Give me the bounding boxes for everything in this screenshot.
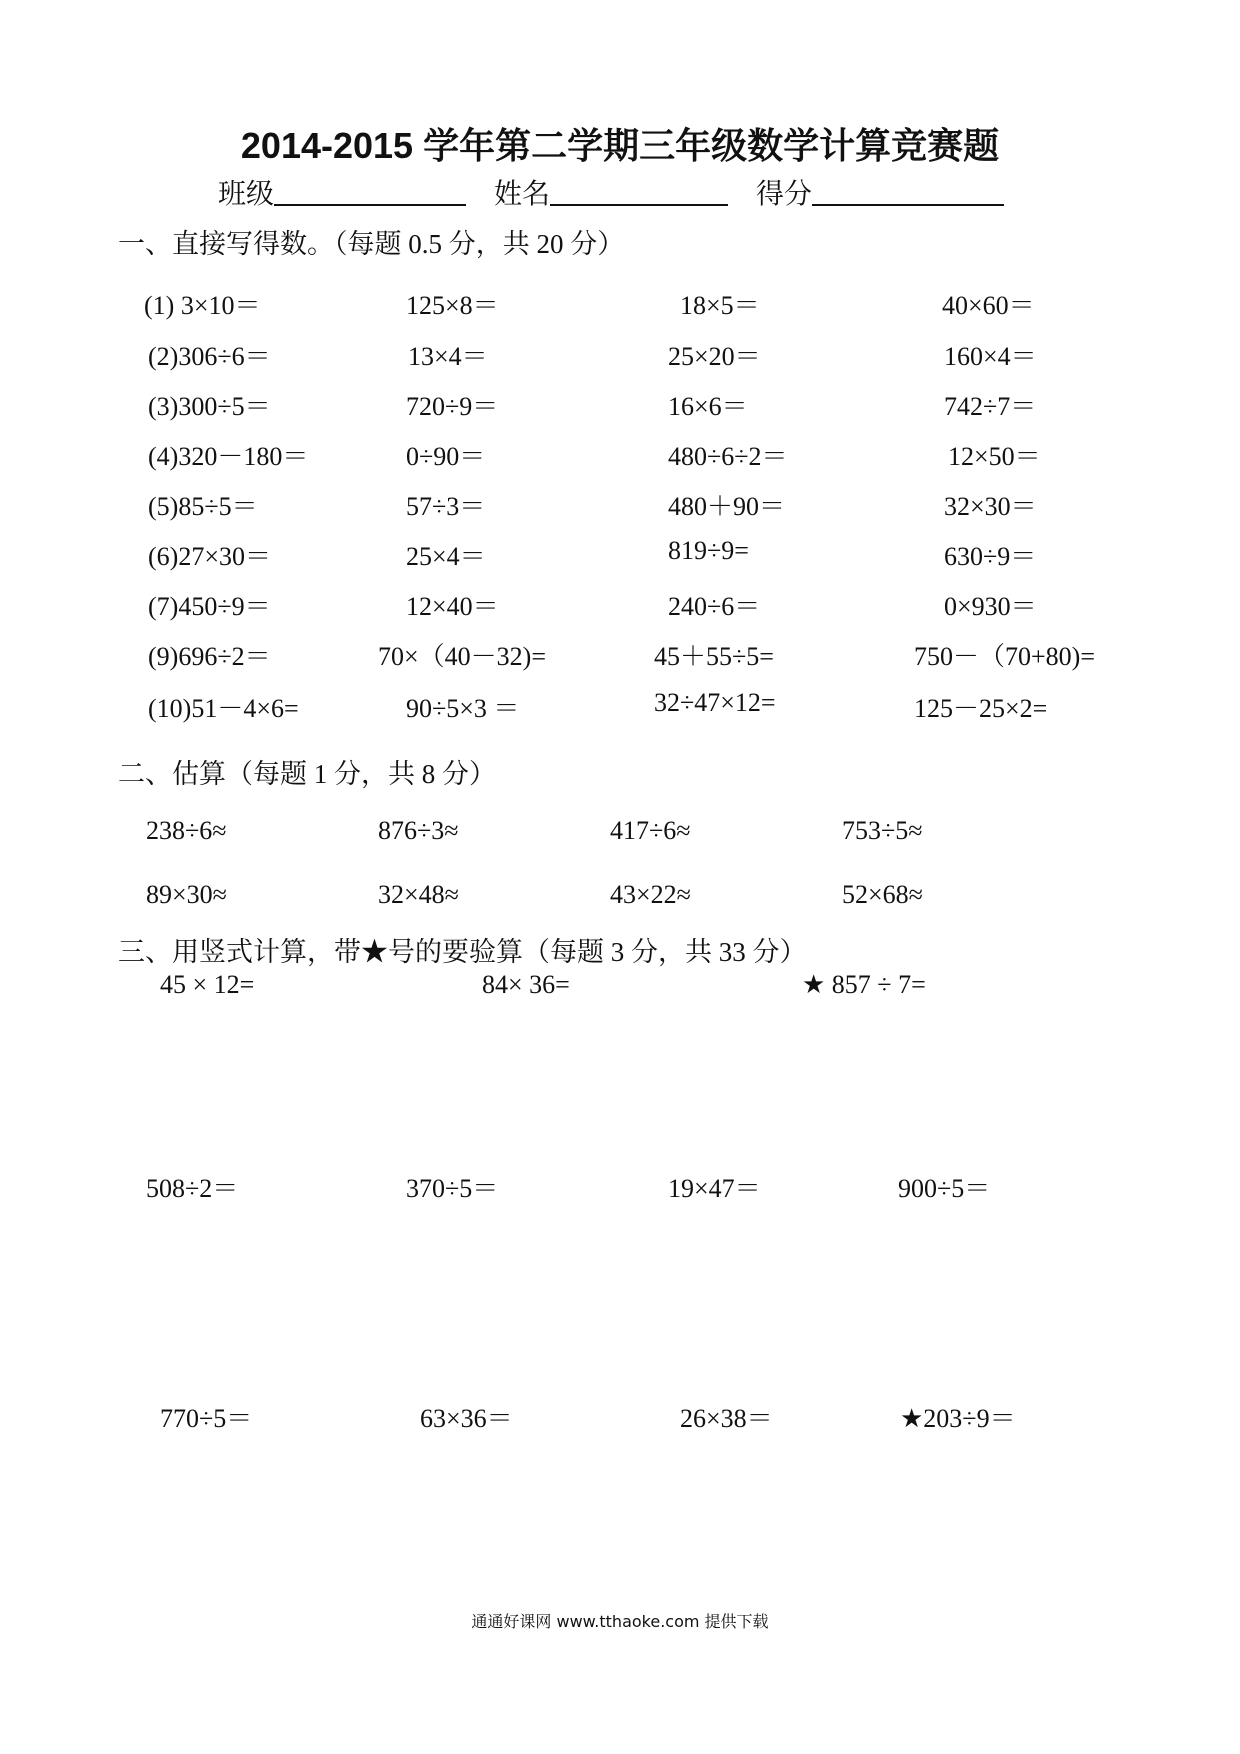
- estimate-2-1: 89×30≈: [146, 880, 227, 909]
- problem-4-4: 12×50＝: [948, 442, 1041, 471]
- problem-5-1: (5)85÷5＝: [148, 492, 258, 521]
- problem-1-1: (1) 3×10＝: [144, 291, 261, 320]
- page-title: 2014-2015 学年第二学期三年级数学计算竞赛题: [240, 125, 1000, 166]
- problem-2-2: 13×4＝: [408, 342, 488, 371]
- estimate-1-1: 238÷6≈: [146, 816, 227, 845]
- section2-heading: 二、估算（每题 1 分，共 8 分）: [118, 759, 496, 789]
- problem-5-4: 32×30＝: [944, 492, 1037, 521]
- estimate-2-4: 52×68≈: [842, 880, 923, 909]
- vertical-1-3: ★ 857 ÷ 7=: [802, 970, 926, 999]
- problem-2-4: 160×4＝: [944, 342, 1037, 371]
- problem-4-1: (4)320－180＝: [148, 442, 309, 471]
- estimate-1-3: 417÷6≈: [610, 816, 691, 845]
- vertical-2-2: 370÷5＝: [406, 1174, 499, 1203]
- problem-2-1: (2)306÷6＝: [148, 342, 271, 371]
- problem-6-1: (6)27×30＝: [148, 542, 271, 571]
- name-blank: [550, 204, 728, 206]
- problem-4-3: 480÷6÷2＝: [668, 442, 788, 471]
- score-blank: [812, 204, 1004, 206]
- problem-3-2: 720÷9＝: [406, 392, 499, 421]
- estimate-2-2: 32×48≈: [378, 880, 459, 909]
- estimate-1-4: 753÷5≈: [842, 816, 923, 845]
- problem-7-2: 12×40＝: [406, 592, 499, 621]
- problem-7-4: 0×930＝: [944, 592, 1037, 621]
- problem-1-4: 40×60＝: [942, 291, 1035, 320]
- problem-6-2: 25×4＝: [406, 542, 486, 571]
- problem-9-4: 125－25×2=: [914, 694, 1048, 723]
- vertical-3-4: ★203÷9＝: [900, 1404, 1016, 1433]
- vertical-3-3: 26×38＝: [680, 1404, 773, 1433]
- problem-3-4: 742÷7＝: [944, 392, 1037, 421]
- problem-3-3: 16×6＝: [668, 392, 748, 421]
- problem-3-1: (3)300÷5＝: [148, 392, 271, 421]
- vertical-1-1: 45 × 12=: [160, 970, 255, 999]
- footer-credit: 通通好课网 www.tthaoke.com 提供下载: [471, 1612, 769, 1631]
- problem-5-2: 57÷3＝: [406, 492, 486, 521]
- problem-8-3: 45＋55÷5=: [654, 642, 774, 671]
- problem-4-2: 0÷90＝: [406, 442, 486, 471]
- vertical-2-3: 19×47＝: [668, 1174, 761, 1203]
- problem-1-3: 18×5＝: [680, 291, 760, 320]
- problem-9-3: 32÷47×12=: [654, 688, 776, 717]
- score-label: 得分: [756, 179, 813, 210]
- name-label: 姓名: [494, 179, 551, 210]
- vertical-3-1: 770÷5＝: [160, 1404, 253, 1433]
- problem-5-3: 480＋90＝: [668, 492, 786, 521]
- problem-9-2: 90÷5×3 ＝: [406, 694, 520, 723]
- class-label: 班级: [218, 179, 275, 210]
- class-blank: [274, 204, 466, 206]
- problem-2-3: 25×20＝: [668, 342, 761, 371]
- problem-6-3: 819÷9=: [668, 536, 749, 565]
- estimate-1-2: 876÷3≈: [378, 816, 459, 845]
- problem-1-2: 125×8＝: [406, 291, 499, 320]
- problem-7-1: (7)450÷9＝: [148, 592, 271, 621]
- section1-heading: 一、直接写得数。（每题 0.5 分，共 20 分）: [118, 229, 625, 259]
- problem-7-3: 240÷6＝: [668, 592, 761, 621]
- vertical-2-4: 900÷5＝: [898, 1174, 991, 1203]
- vertical-3-2: 63×36＝: [420, 1404, 513, 1433]
- problem-9-1: (10)51－4×6=: [148, 694, 299, 723]
- vertical-1-2: 84× 36=: [482, 970, 570, 999]
- problem-8-4: 750－（70+80)=: [914, 642, 1095, 671]
- vertical-2-1: 508÷2＝: [146, 1174, 239, 1203]
- problem-8-1: (9)696÷2＝: [148, 642, 271, 671]
- estimate-2-3: 43×22≈: [610, 880, 691, 909]
- problem-8-2: 70×（40－32)=: [378, 642, 546, 671]
- section3-heading: 三、用竖式计算，带★号的要验算（每题 3 分，共 33 分）: [118, 937, 807, 967]
- problem-6-4: 630÷9＝: [944, 542, 1037, 571]
